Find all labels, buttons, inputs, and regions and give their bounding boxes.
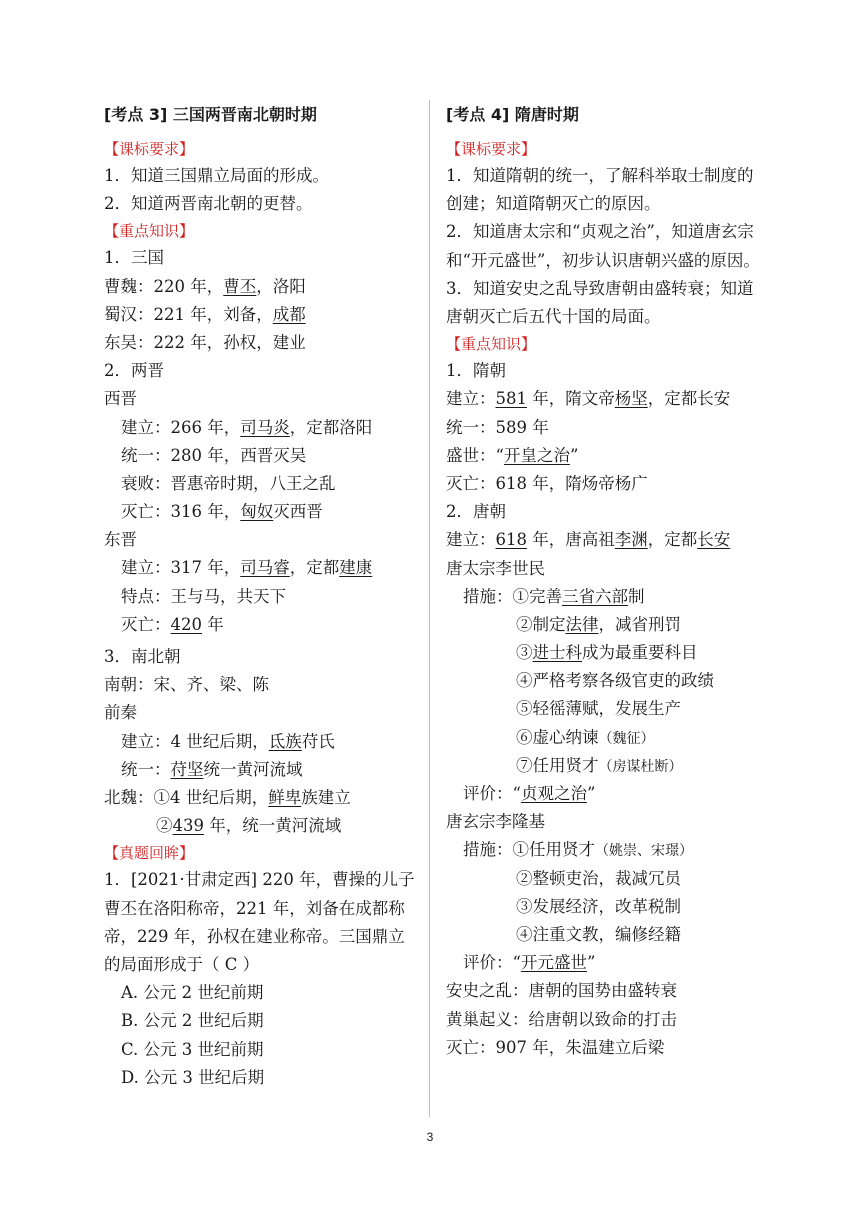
option-a: A. 公元 2 世纪前期: [121, 983, 264, 1003]
line-xuanzong-measure-2: ②整顿吏治，裁减冗员: [516, 868, 681, 888]
exam-review-label: 【真题回眸】: [104, 844, 195, 863]
curriculum-requirements-label: 【课标要求】: [104, 140, 195, 158]
subheading-tang: 2．唐朝: [446, 502, 506, 522]
line-taizong: 唐太宗李世民: [446, 558, 545, 578]
line-taizong-measure-5: ⑤轻徭薄赋，发展生产: [516, 699, 681, 719]
line-sui-founding: 建立：581 年，隋文帝杨坚，定都长安: [446, 389, 731, 409]
line-western-jin: 西晋: [104, 389, 137, 409]
line-xuanzong-measure-3: ③发展经济，改革税制: [516, 896, 681, 916]
requirement-item: 1．知道隋朝的统一，了解科举取士制度的创建；知道隋朝灭亡的原因。: [446, 166, 754, 214]
question-1: 1．[2021·甘肃定西] 220 年，曹操的儿子曹丕在洛阳称帝，221 年，刘备在成都称帝，229 年，孙权在建业称帝。三国鼎立的局面形成于（ C ）: [104, 870, 415, 974]
curriculum-requirements-label: 【课标要求】: [446, 140, 537, 158]
line-cao-wei: 曹魏：220 年，曹丕，洛阳: [104, 276, 306, 296]
line-qq-founding: 建立：4 世纪后期，氐族苻氏: [121, 731, 335, 751]
line-taizong-measure-2: ②制定法律，减省刑罚: [516, 614, 681, 634]
requirement-item: 3．知道安史之乱导致唐朝由盛转衰；知道唐朝灭亡后五代十国的局面。: [446, 278, 754, 327]
line-xuanzong-evaluation: 评价：“开元盛世”: [463, 953, 596, 973]
line-xuanzong: 唐玄宗李隆基: [446, 812, 545, 832]
line-xj-fall: 灭亡：316 年，匈奴灭西晋: [121, 502, 323, 522]
line-xuanzong-measure-4: ④注重文教，编修经籍: [516, 924, 681, 944]
key-knowledge-label: 【重点知识】: [446, 335, 537, 354]
requirement-item: 2．知道唐太宗和“贞观之治”，知道唐玄宗和“开元盛世”，初步认识唐朝兴盛的原因。: [446, 222, 760, 270]
line-taizong-measure-6: ⑥虚心纳谏（魏征）: [516, 727, 655, 747]
line-an-shi-rebellion: 安史之乱：唐朝的国势由盛转衰: [446, 981, 677, 1001]
left-column: [104, 100, 420, 1092]
line-xj-decline: 衰败：晋惠帝时期，八王之乱: [121, 473, 336, 493]
subheading-two-jin: 2．两晋: [104, 361, 164, 381]
right-column: [446, 100, 764, 1062]
option-d: D. 公元 3 世纪后期: [121, 1067, 265, 1087]
line-taizong-measure-7: ⑦任用贤才（房谋杜断）: [516, 755, 683, 775]
line-northern-wei-2: ②439 年，统一黄河流域: [156, 816, 342, 836]
option-b: B. 公元 2 世纪后期: [121, 1011, 264, 1031]
subheading-three-kingdoms: 1．三国: [104, 248, 164, 268]
section-title-4: [考点 4] 隋唐时期: [446, 105, 579, 124]
line-dong-wu: 东吴：222 年，孙权，建业: [104, 332, 306, 352]
line-eastern-jin: 东晋: [104, 530, 137, 550]
line-huang-chao: 黄巢起义：给唐朝以致命的打击: [446, 1009, 677, 1029]
subheading-sui: 1．隋朝: [446, 361, 506, 381]
section-title-3: [考点 3] 三国两晋南北朝时期: [104, 105, 317, 124]
line-former-qin: 前秦: [104, 703, 137, 723]
requirement-item: 1．知道三国鼎立局面的形成。: [104, 166, 329, 185]
line-xuanzong-measure-1: 措施：①任用贤才（姚崇、宋璟）: [463, 840, 693, 860]
line-sui-fall: 灭亡：618 年，隋炀帝杨广: [446, 473, 648, 493]
line-dj-founding: 建立：317 年，司马睿，定都建康: [121, 558, 373, 578]
line-tang-founding: 建立：618 年，唐高祖李渊，定都长安: [446, 530, 731, 550]
line-tang-fall: 灭亡：907 年，朱温建立后梁: [446, 1037, 665, 1057]
line-sui-unify: 统一：589 年: [446, 417, 549, 437]
key-knowledge-label: 【重点知识】: [104, 222, 195, 241]
line-shu-han: 蜀汉：221 年，刘备，成都: [104, 304, 306, 324]
requirement-item: 2．知道两晋南北朝的更替。: [104, 194, 313, 214]
line-taizong-evaluation: 评价：“贞观之治”: [463, 784, 596, 804]
line-taizong-measure-4: ④严格考察各级官吏的政绩: [516, 671, 714, 691]
line-taizong-measure-3: ③进士科成为最重要科目: [516, 643, 698, 663]
line-xj-unify: 统一：280 年，西晋灭吴: [121, 445, 307, 465]
page-number: 3: [426, 1130, 434, 1144]
line-taizong-measure-1: 措施：①完善三省六部制: [463, 586, 645, 606]
line-northern-wei-1: 北魏：①4 世纪后期，鲜卑族建立: [104, 787, 351, 807]
line-qq-unify: 统一：苻坚统一黄河流域: [121, 759, 303, 779]
subheading-north-south: 3．南北朝: [104, 647, 181, 666]
column-divider: [429, 100, 430, 1117]
line-sui-prosperity: 盛世：“开皇之治”: [446, 445, 579, 465]
line-dj-fall: 灭亡：420 年: [121, 614, 224, 634]
option-c: C. 公元 3 世纪前期: [121, 1039, 264, 1059]
line-southern-dynasties: 南朝：宋、齐、梁、陈: [104, 675, 269, 695]
line-dj-feature: 特点：王与马，共天下: [121, 586, 286, 606]
line-xj-founding: 建立：266 年，司马炎，定都洛阳: [121, 417, 373, 437]
